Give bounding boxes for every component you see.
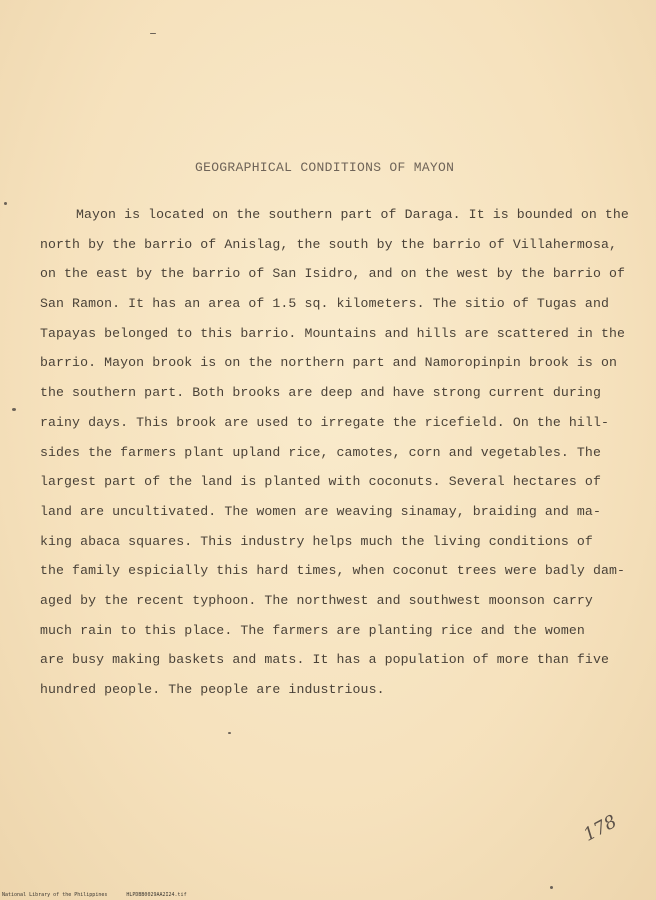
text-line: San Ramon. It has an area of 1.5 sq. kilometers. The sitio of Tugas and [40, 296, 609, 312]
text-line: rainy days. This brook are used to irregate the ricefield. On the hill- [40, 414, 609, 430]
ink-speck [4, 202, 7, 205]
footer-file-id: HLPDBB0029AA2I24.tif [126, 892, 187, 898]
text-line: land are uncultivated. The women are weaving sinamay, braiding and ma- [40, 503, 601, 519]
footer-library: National Library of the Philippines [2, 892, 108, 898]
handwritten-page-number: 178 [580, 811, 621, 846]
ink-speck [150, 33, 156, 34]
text-line: sides the farmers plant upland rice, camotes, corn and vegetables. The [40, 444, 601, 460]
ink-speck [228, 732, 231, 734]
document-title: GEOGRAPHICAL CONDITIONS OF MAYON [195, 160, 455, 175]
text-line: the southern part. Both brooks are deep and have strong current during [40, 385, 601, 401]
text-line: king abaca squares. This industry helps much the living conditions of [40, 533, 593, 549]
ink-speck [12, 408, 16, 411]
text-line: north by the barrio of Anislag, the south by the barrio of Villahermosa, [40, 236, 617, 252]
scan-footer [2, 892, 187, 898]
text-line: much rain to this place. The farmers are planting rice and the women [40, 622, 585, 638]
text-line: aged by the recent typhoon. The northwest and southwest moonson carry [40, 592, 593, 608]
text-line: the family espicially this hard times, when coconut trees were badly dam- [40, 563, 626, 579]
text-line: Mayon is located on the southern part of Daraga. It is bounded on the [76, 207, 629, 222]
text-line: largest part of the land is planted with coconuts. Several hectares of [40, 474, 601, 490]
ink-speck [550, 886, 553, 889]
document-body [40, 200, 629, 705]
text-line: are busy making baskets and mats. It has a population of more than five [40, 652, 609, 668]
text-line: Tapayas belonged to this barrio. Mountains and hills are scattered in the [40, 325, 626, 341]
text-line: hundred people. The people are industrious. [40, 682, 385, 697]
text-line: barrio. Mayon brook is on the northern part and Namoropinpin brook is on [40, 355, 617, 371]
text-line: on the east by the barrio of San Isidro, and on the west by the barrio of [40, 266, 626, 282]
